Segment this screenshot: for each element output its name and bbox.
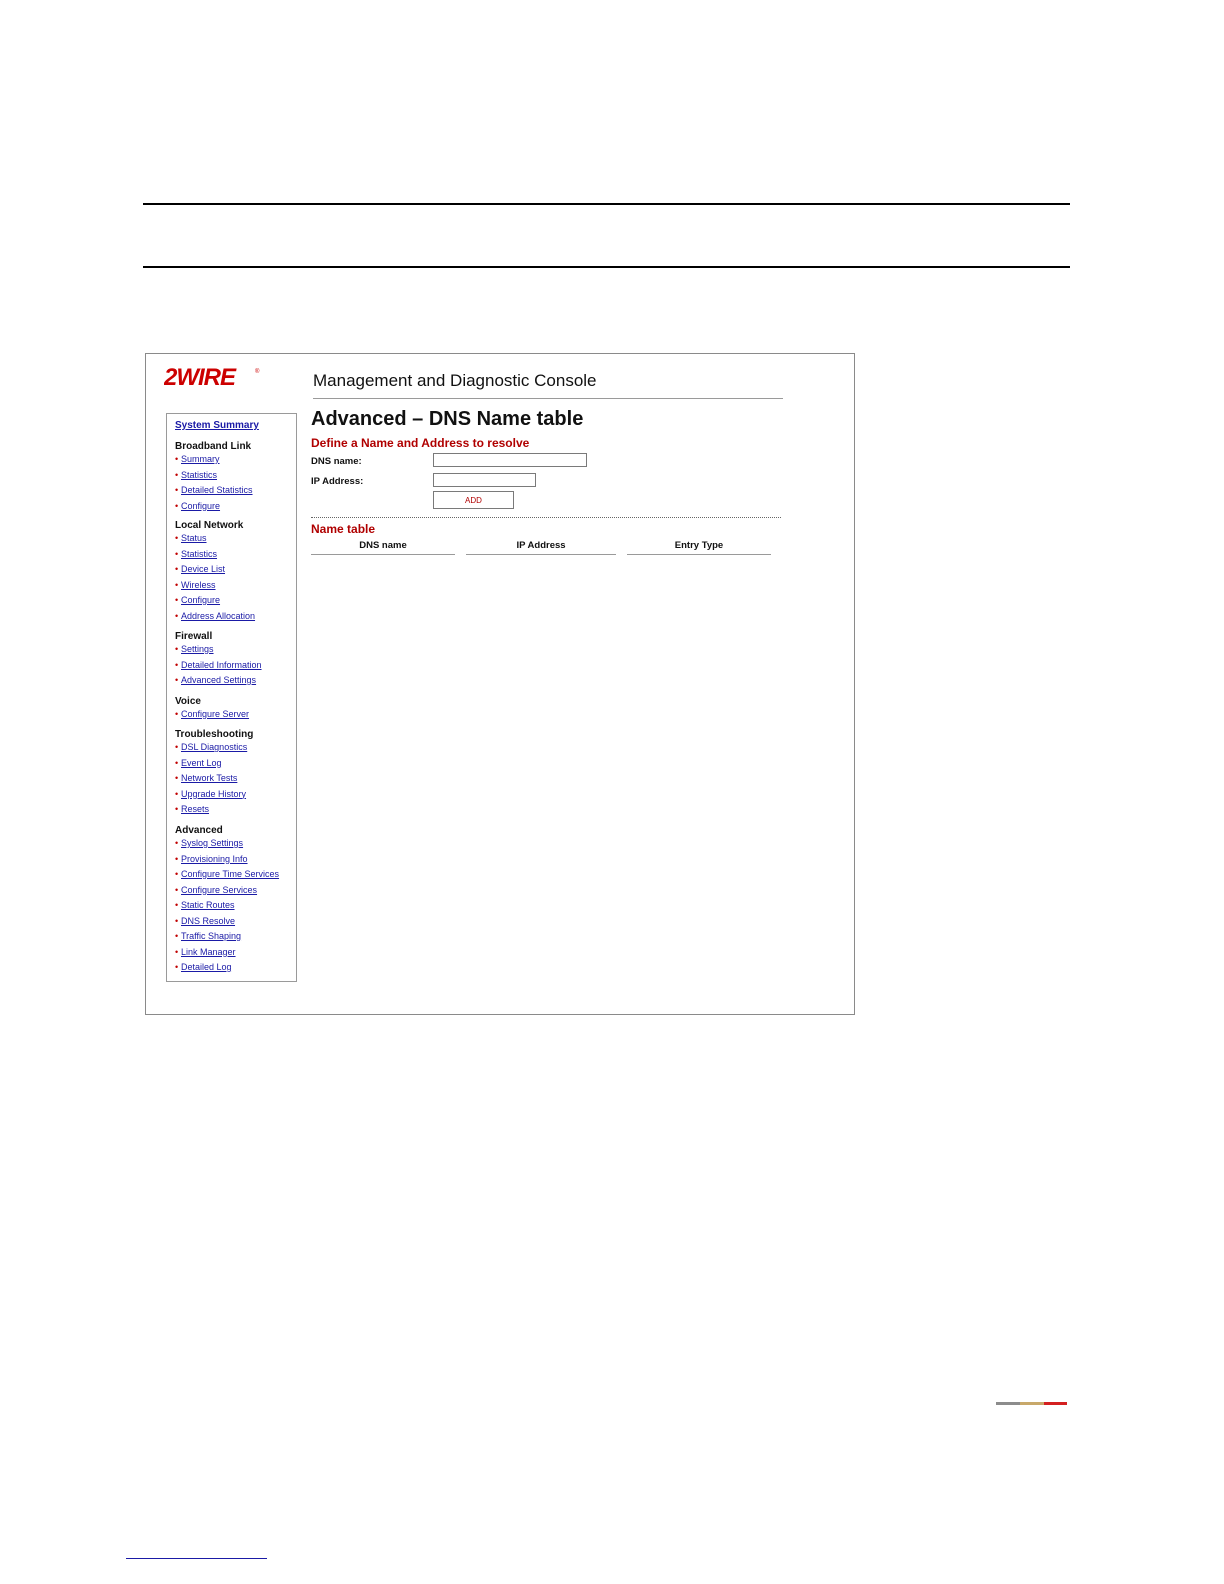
bullet-icon: • (175, 595, 179, 605)
dns-name-input[interactable] (433, 453, 587, 467)
bullet-icon: • (175, 804, 179, 814)
sidebar-item-broadband-link-summary[interactable] (175, 454, 220, 466)
accent-bar-segment (1020, 1402, 1044, 1405)
bullet-icon: • (175, 884, 179, 895)
sidebar-item-troubleshooting-dsl-diagnostics[interactable] (175, 742, 247, 754)
sidebar-item-label[interactable]: Traffic Shaping (181, 931, 242, 941)
sidebar-section-advanced: Advanced (175, 825, 223, 836)
brand-logo (164, 364, 264, 392)
sidebar-item-label[interactable]: Upgrade History (181, 788, 247, 799)
page-header-rule-bottom (143, 266, 1070, 268)
dns-name-label: DNS name: (311, 456, 362, 467)
sidebar-item-advanced-traffic-shaping[interactable] (175, 931, 241, 943)
bullet-icon: • (175, 610, 179, 621)
footer-accent-bar (996, 1402, 1067, 1405)
sidebar-item-label[interactable]: DSL Diagnostics (181, 742, 248, 752)
sidebar-item-label[interactable]: Event Log (181, 757, 222, 768)
sidebar-item-broadband-link-detailed-statistics[interactable] (175, 485, 253, 497)
sidebar-item-label[interactable]: DNS Resolve (181, 915, 236, 926)
sidebar-item-label[interactable]: Detailed Information (181, 659, 262, 670)
bullet-icon: • (175, 773, 179, 783)
bullet-icon: • (175, 900, 179, 910)
column-header-entry-type: Entry Type (627, 540, 771, 555)
sidebar-item-label[interactable]: Advanced Settings (181, 675, 257, 685)
sidebar-item-advanced-static-routes[interactable] (175, 900, 235, 912)
sidebar-item-label[interactable]: Summary (181, 454, 220, 464)
sidebar-item-voice-configure-server[interactable] (175, 709, 249, 721)
sidebar-item-label[interactable]: Detailed Log (181, 962, 232, 972)
column-header-ip-address: IP Address (466, 540, 616, 555)
sidebar-item-troubleshooting-upgrade-history[interactable] (175, 789, 246, 801)
bullet-icon: • (175, 915, 179, 926)
sidebar-item-label[interactable]: Provisioning Info (181, 853, 248, 864)
sidebar-item-advanced-configure-services[interactable] (175, 885, 257, 897)
bullet-icon: • (175, 500, 179, 511)
sidebar-item-local-network-statistics[interactable] (175, 549, 217, 561)
sidebar-item-label[interactable]: Settings (181, 644, 214, 654)
console-title: Management and Diagnostic Console (313, 371, 597, 390)
sidebar-item-local-network-status[interactable] (175, 533, 207, 545)
header-divider (313, 398, 783, 399)
sidebar-section-firewall: Firewall (175, 631, 213, 642)
sidebar-item-label[interactable]: Resets (181, 804, 210, 814)
bullet-icon: • (175, 644, 179, 654)
bullet-icon: • (175, 564, 179, 574)
sidebar-section-voice: Voice (175, 696, 201, 707)
bullet-icon: • (175, 838, 179, 848)
sidebar-item-broadband-link-configure[interactable] (175, 501, 220, 513)
sidebar-item-advanced-link-manager[interactable] (175, 947, 236, 959)
bullet-icon: • (175, 454, 179, 464)
bullet-icon: • (175, 742, 179, 752)
sidebar-item-local-network-wireless[interactable] (175, 580, 216, 592)
sidebar-item-label[interactable]: Network Tests (181, 773, 238, 783)
footnote-rule (126, 1558, 267, 1559)
sidebar-item-label[interactable]: Configure Time Services (181, 869, 280, 879)
bullet-icon: • (175, 931, 179, 941)
bullet-icon: • (175, 853, 179, 864)
sidebar-item-local-network-device-list[interactable] (175, 564, 225, 576)
sidebar-item-label[interactable]: Statistics (181, 469, 218, 480)
bullet-icon: • (175, 485, 179, 495)
add-button[interactable]: ADD (433, 491, 514, 509)
bullet-icon: • (175, 757, 179, 768)
sidebar-section-troubleshooting: Troubleshooting (175, 729, 254, 740)
sidebar-item-advanced-configure-time-services[interactable] (175, 869, 279, 881)
sidebar-item-label[interactable]: Status (181, 533, 207, 543)
ip-address-label: IP Address: (311, 476, 364, 487)
sidebar-item-local-network-configure[interactable] (175, 595, 220, 607)
bullet-icon: • (175, 946, 179, 957)
bullet-icon: • (175, 675, 179, 685)
sidebar-item-advanced-dns-resolve[interactable] (175, 916, 235, 928)
sidebar-item-label[interactable]: Link Manager (181, 946, 236, 957)
console-screenshot (145, 353, 855, 1015)
sidebar-section-local-network: Local Network (175, 520, 244, 531)
sidebar-item-label[interactable]: Configure Server (181, 709, 250, 719)
accent-bar-segment (996, 1402, 1020, 1405)
sidebar-link-system-summary[interactable]: System Summary (175, 420, 259, 431)
bullet-icon: • (175, 579, 179, 590)
bullet-icon: • (175, 869, 179, 879)
bullet-icon: • (175, 709, 179, 719)
section-divider (311, 517, 781, 518)
sidebar-item-label[interactable]: Syslog Settings (181, 838, 244, 848)
sidebar-item-label[interactable]: Configure (181, 500, 221, 511)
svg-text:®: ® (255, 369, 260, 375)
name-table-title: Name table (311, 522, 376, 536)
bullet-icon: • (175, 469, 179, 480)
sidebar-item-firewall-advanced-settings[interactable] (175, 675, 256, 687)
sidebar-item-label[interactable]: Wireless (181, 579, 216, 590)
brand-logo-text: 2WIRE (164, 364, 236, 391)
page-title: Advanced – DNS Name table (311, 408, 584, 430)
sidebar-item-label[interactable]: Detailed Statistics (181, 485, 253, 495)
sidebar-item-advanced-detailed-log[interactable] (175, 962, 232, 974)
form-section-title: Define a Name and Address to resolve (311, 436, 530, 450)
sidebar-nav (166, 413, 297, 982)
bullet-icon: • (175, 788, 179, 799)
sidebar-item-troubleshooting-network-tests[interactable] (175, 773, 237, 785)
sidebar-item-broadband-link-statistics[interactable] (175, 470, 217, 482)
sidebar-item-troubleshooting-resets[interactable] (175, 804, 209, 816)
sidebar-item-label[interactable]: Configure Services (181, 884, 258, 895)
sidebar-item-advanced-provisioning-info[interactable] (175, 854, 248, 866)
page-header-rule-top (143, 203, 1070, 205)
sidebar-item-advanced-syslog-settings[interactable] (175, 838, 243, 850)
sidebar-item-label[interactable]: Address Allocation (181, 610, 256, 621)
sidebar-item-firewall-settings[interactable] (175, 644, 214, 656)
sidebar-item-label[interactable]: Configure (181, 595, 221, 605)
bullet-icon: • (175, 659, 179, 670)
sidebar-section-broadband-link: Broadband Link (175, 441, 252, 452)
sidebar-item-label[interactable]: Statistics (181, 548, 218, 559)
sidebar-item-firewall-detailed-information[interactable] (175, 660, 262, 672)
sidebar-item-label[interactable]: Device List (181, 564, 226, 574)
sidebar-item-label[interactable]: Static Routes (181, 900, 235, 910)
bullet-icon: • (175, 548, 179, 559)
bullet-icon: • (175, 962, 179, 972)
accent-bar-segment (1044, 1402, 1067, 1405)
sidebar-item-troubleshooting-event-log[interactable] (175, 758, 222, 770)
sidebar-item-local-network-address-allocation[interactable] (175, 611, 255, 623)
ip-address-input[interactable] (433, 473, 536, 487)
bullet-icon: • (175, 533, 179, 543)
column-header-dns-name: DNS name (311, 540, 455, 555)
